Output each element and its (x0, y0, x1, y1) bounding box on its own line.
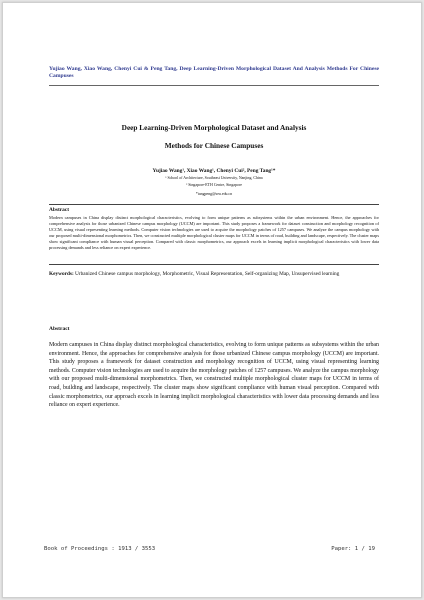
author-list: Yujiao Wang¹, Xiao Wang¹, Chenyi Cui², Peng Tang¹* (152, 168, 276, 174)
header-rule (49, 85, 379, 86)
keywords-label: Keywords: (49, 271, 74, 277)
corresponding-email: *tangpeng@seu.edu.cn (195, 192, 233, 196)
abstract-heading: Abstract (49, 207, 70, 213)
affiliation-2: ² Singapore-ETH Centre, Singapore (186, 183, 242, 187)
abstract-top-rule (49, 204, 379, 205)
body-abstract-heading: Abstract (49, 326, 70, 332)
body-abstract-text: Modern campuses in China display distinct morphological characteristics, evolving to form unique patterns as subsystems within the urban environment. Hence, the approaches for comprehensive analysis for those urbanized Chinese campus morphology (UCCM) are important. This study proposes a framework for dataset construction and morphology recognition of UCCM, using visual representing learning methods. Computer vision technologies are used to acquire the morphology patches of 1257 campuses. We analyze the campus morphology with our proposed multi-dimensional morphometrics. Then, we constructed multiple morphological cluster maps for UCCM in terms of road, building and landscape, respectively. The cluster maps show significant compliance with human visual perception. Compared with classic morphometrics, our approach excels in learning implicit morphological characteristics with lower data processing demands and less reliance on expert experience. (49, 342, 379, 409)
keywords-text: Urbanized Chinese campus morphology, Morphometric, Visual Representation, Self-organizing Map, Unsupervised learning (75, 271, 340, 277)
footer-page-number: Paper: 1 / 19 (331, 546, 375, 552)
keywords (49, 271, 379, 278)
affiliation-1: ¹ School of Architecture, Southeast University, Nanjing, China (165, 176, 263, 180)
abstract-text: Modern campuses in China display distinct morphological characteristics, evolving to form unique patterns as subsystems within the urban environment. Hence, the approaches for comprehensive analysis for those urbanized Chinese campus morphology (UCCM) are important. This study proposes a framework for dataset construction and morphology recognition of UCCM, using visual representing learning methods. Computer vision technologies are used to acquire the morphology patches of 1257 campuses. We analyze the campus morphology with our proposed multi-dimensional morphometrics. Then, we constructed multiple morphological cluster maps for UCCM in terms of road, building and landscape, respectively. The cluster maps show significant compliance with human visual perception. Compared with classic morphometrics, our approach excels in learning implicit morphological characteristics with lower data processing demands and less reliance on expert experience. (49, 215, 379, 251)
running-head: Yujiao Wang, Xiao Wang, Chenyi Cui & Peng Tang, Deep Learning-Driven Morphological Dataset And Analysis Methods For Chinese Campuses (49, 66, 379, 79)
paper-title (49, 119, 379, 155)
abstract-bottom-rule (49, 264, 379, 265)
footer-proceedings: Book of Proceedings : 1913 / 3553 (44, 546, 156, 552)
title-line-1: Deep Learning-Driven Morphological Dataset and Analysis (121, 123, 307, 132)
paper-page (2, 2, 422, 598)
title-line-2: Methods for Chinese Campuses (164, 141, 264, 150)
